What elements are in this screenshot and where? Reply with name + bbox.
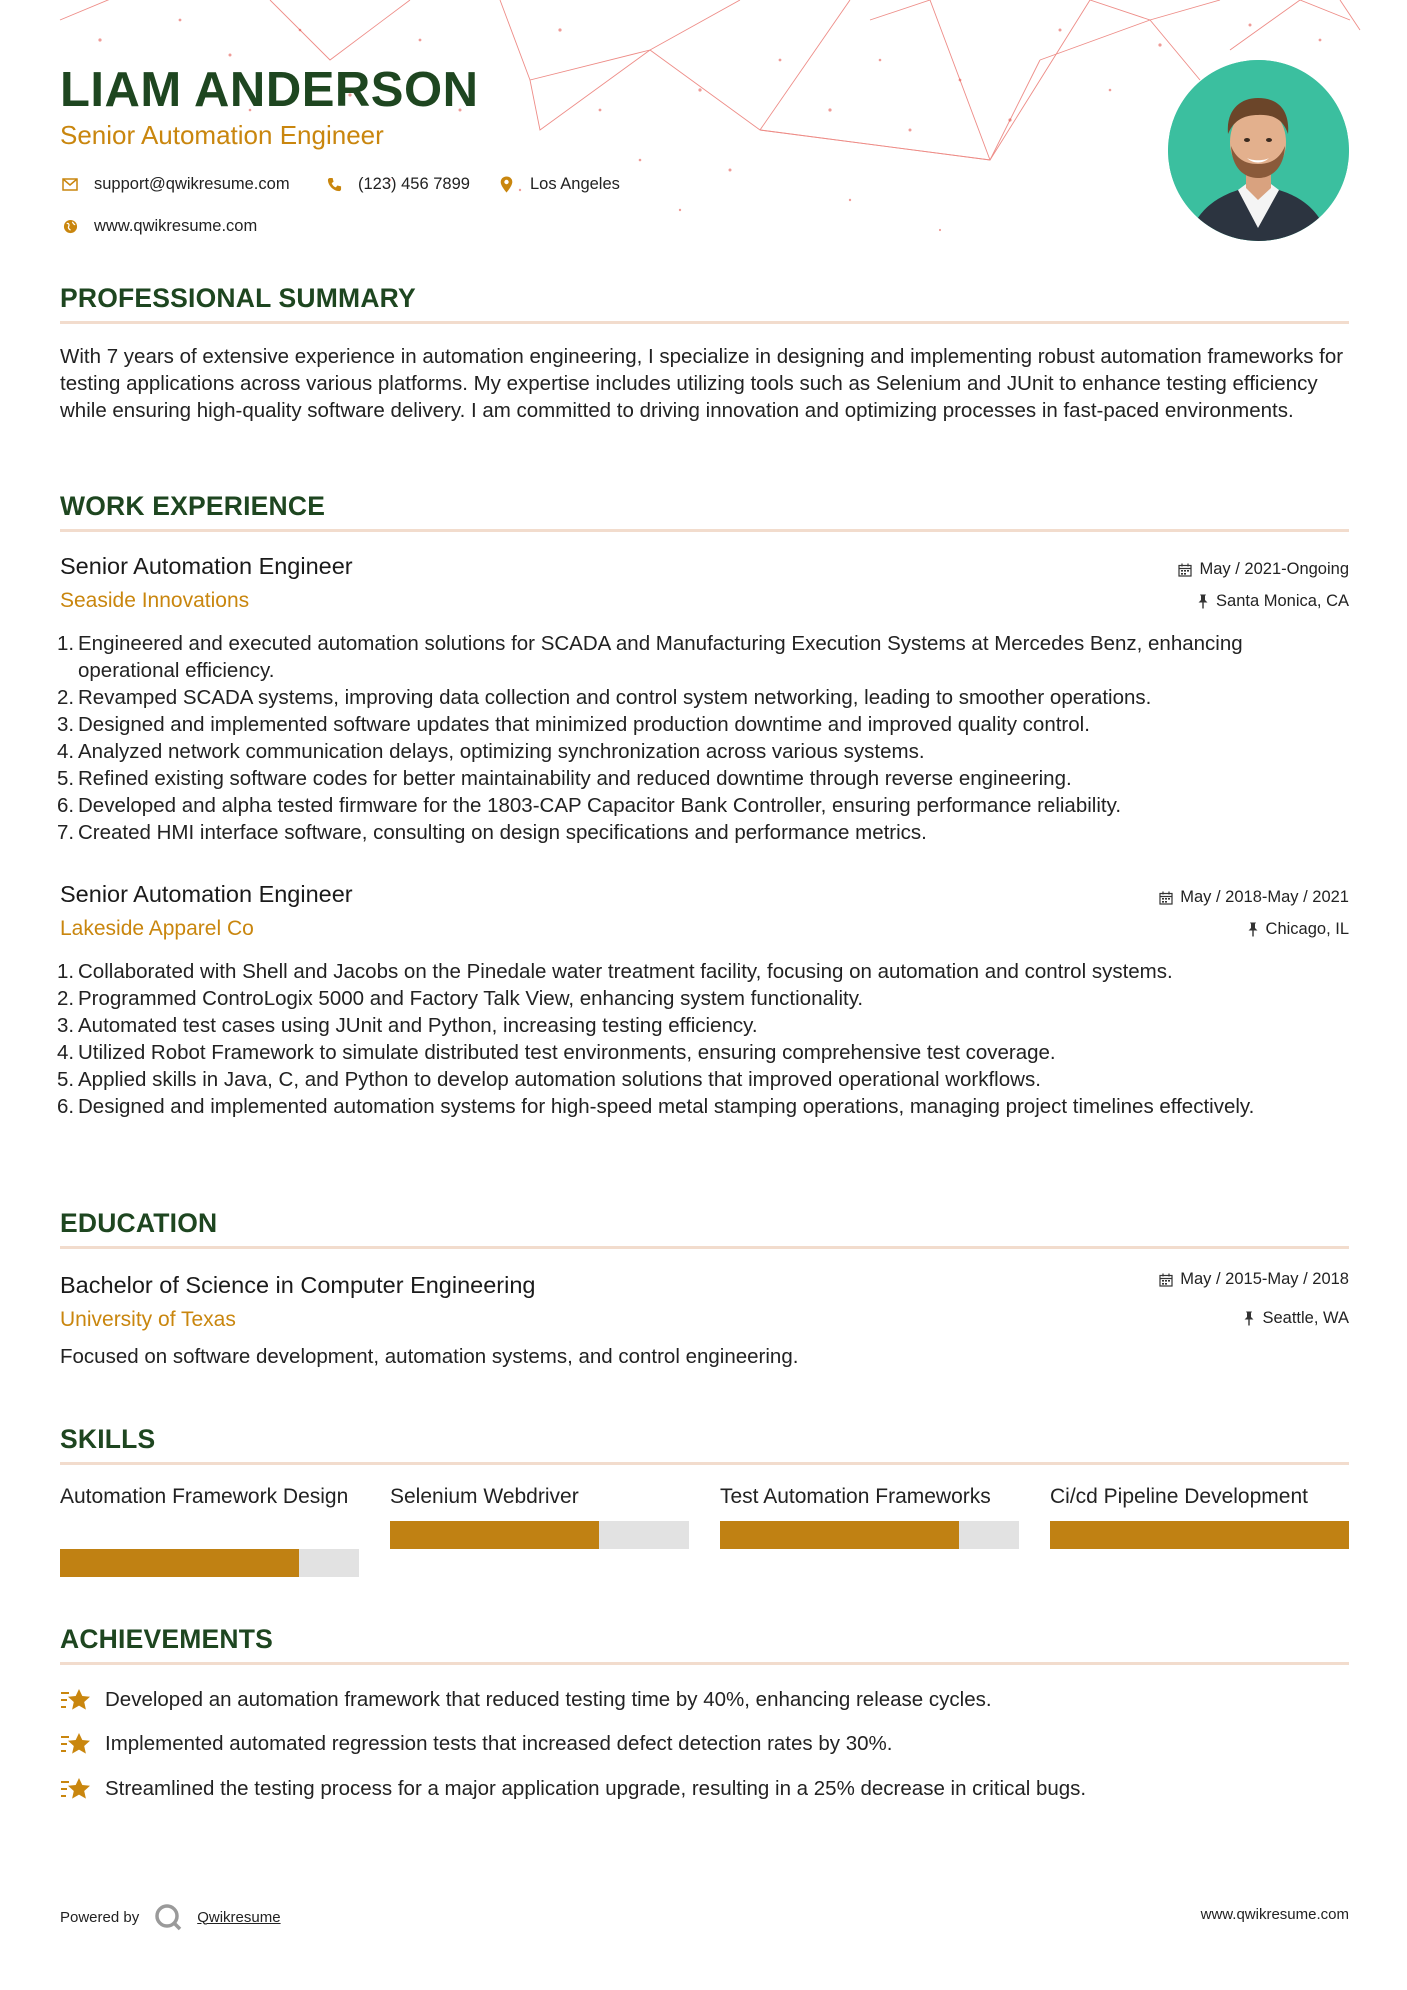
list-item: 3. Designed and implemented software updates that minimized production downtime and improved quality control.	[57, 713, 1090, 736]
skill-level-bar	[60, 1549, 359, 1577]
education-location-text: Seattle, WA	[1262, 1309, 1349, 1327]
profile-photo	[1168, 60, 1349, 241]
phone-text[interactable]: (123) 456 7899	[358, 174, 470, 193]
list-item: 1. Collaborated with Shell and Jacobs on the Pinedale water treatment facility, focusing on automation and control systems.	[57, 960, 1173, 983]
list-item: 3. Automated test cases using JUnit and Python, increasing testing efficiency.	[57, 1014, 758, 1037]
job-company: Lakeside Apparel Co	[60, 917, 254, 940]
summary-divider	[60, 321, 1349, 324]
education-heading: EDUCATION	[60, 1208, 218, 1238]
skill-level-fill	[1050, 1521, 1349, 1549]
list-item: 1. Engineered and executed automation solutions for SCADA and Manufacturing Execution Systems at Mercedes Benz, enhancing operational efficiency.	[57, 632, 1243, 682]
summary-text: With 7 years of extensive experience in automation engineering, I specialize in designing and implementing robust automation frameworks for testing applications across various platforms. My expertise includes utilizing tools such as Selenium and JUnit to enhance testing efficiency while ensuring high-quality software delivery. I am committed to driving innovation and optimizing processes in fast-paced environments.	[60, 345, 1344, 422]
skill-item	[720, 1483, 1019, 1579]
education-divider	[60, 1246, 1349, 1249]
phone-icon	[324, 174, 344, 194]
job-title: Senior Automation Engineer	[60, 881, 353, 907]
education-dates	[1159, 1270, 1349, 1289]
job-dates	[1178, 560, 1349, 579]
location-contact	[496, 174, 620, 194]
job-location	[1247, 920, 1349, 939]
achievement-text: Streamlined the testing process for a major application upgrade, resulting in a 25% decrease in critical bugs.	[105, 1777, 1087, 1800]
achievements-divider	[60, 1662, 1349, 1665]
list-item: 6. Designed and implemented automation systems for high-speed metal stamping operations, managing project timelines effectively.	[57, 1095, 1255, 1118]
skill-item	[390, 1483, 689, 1579]
job-title: Senior Automation Engineer	[60, 553, 353, 579]
skill-name: Selenium Webdriver	[390, 1485, 579, 1508]
education-location	[1243, 1309, 1349, 1328]
job-location-text: Chicago, IL	[1265, 920, 1349, 938]
calendar-icon	[1178, 563, 1192, 577]
job-dates	[1159, 888, 1349, 907]
list-item: 6. Developed and alpha tested firmware for the 1803-CAP Capacitor Bank Controller, ensuring performance reliability.	[57, 794, 1122, 817]
achievements-heading: ACHIEVEMENTS	[60, 1624, 273, 1654]
location-text: Los Angeles	[530, 174, 620, 193]
job-bullets	[57, 958, 1349, 1120]
list-item: 2. Programmed ControLogix 5000 and Factory Talk View, enhancing system functionality.	[57, 987, 864, 1010]
skill-name: Ci/cd Pipeline Development	[1050, 1485, 1308, 1508]
skill-name: Test Automation Frameworks	[720, 1485, 991, 1508]
job-location-text: Santa Monica, CA	[1216, 592, 1349, 610]
skill-level-bar	[720, 1521, 1019, 1549]
skill-level-fill	[390, 1521, 599, 1549]
star-achievement-icon	[60, 1684, 92, 1716]
pushpin-icon	[1243, 1311, 1255, 1326]
list-item: 5. Refined existing software codes for better maintainability and reduced downtime through reverse engineering.	[57, 767, 1072, 790]
achievement-item	[60, 1728, 892, 1760]
list-item: 4. Utilized Robot Framework to simulate distributed test environments, ensuring comprehensive test coverage.	[57, 1041, 1056, 1064]
education-dates-text: May / 2015-May / 2018	[1180, 1270, 1349, 1288]
map-pin-icon	[496, 174, 516, 194]
list-item: 2. Revamped SCADA systems, improving data collection and control system networking, leading to smoother operations.	[57, 686, 1152, 709]
achievement-item	[60, 1684, 992, 1716]
job-location	[1197, 592, 1349, 611]
job-company: Seaside Innovations	[60, 589, 250, 612]
achievement-text: Implemented automated regression tests that increased defect detection rates by 30%.	[105, 1732, 893, 1755]
envelope-icon	[60, 174, 80, 194]
school-name: University of Texas	[60, 1308, 236, 1331]
experience-divider	[60, 529, 1349, 532]
email-text[interactable]: support@qwikresume.com	[94, 174, 290, 193]
email-contact[interactable]	[60, 174, 290, 194]
job-dates-text: May / 2018-May / 2021	[1180, 888, 1349, 906]
summary-heading: PROFESSIONAL SUMMARY	[60, 283, 416, 313]
list-item: 7. Created HMI interface software, consulting on design specifications and performance metrics.	[57, 821, 927, 844]
calendar-icon	[1159, 891, 1173, 905]
skill-level-fill	[60, 1549, 299, 1577]
job-dates-text: May / 2021-Ongoing	[1199, 560, 1349, 578]
education-description: Focused on software development, automation systems, and control engineering.	[60, 1345, 799, 1368]
achievement-text: Developed an automation framework that reduced testing time by 40%, enhancing release cycles.	[105, 1688, 992, 1711]
skill-name: Automation Framework Design	[60, 1485, 349, 1508]
candidate-name: LIAM ANDERSON	[60, 63, 479, 117]
list-item: 5. Applied skills in Java, C, and Python to develop automation solutions that improved operational workflows.	[57, 1068, 1041, 1091]
candidate-role: Senior Automation Engineer	[60, 120, 384, 150]
skill-level-bar	[390, 1521, 689, 1549]
skills-divider	[60, 1462, 1349, 1465]
website-text[interactable]: www.qwikresume.com	[94, 216, 258, 235]
skill-item	[1050, 1483, 1349, 1579]
qwikresume-logo-icon	[153, 1902, 183, 1932]
star-achievement-icon	[60, 1773, 92, 1805]
skill-item	[60, 1483, 359, 1579]
footer-website-link[interactable]: www.qwikresume.com	[1200, 1906, 1349, 1923]
skills-heading: SKILLS	[60, 1424, 156, 1454]
achievement-item	[60, 1773, 1086, 1805]
qwikresume-link[interactable]: Qwikresume	[197, 1908, 281, 1926]
website-contact[interactable]	[60, 216, 257, 236]
experience-heading: WORK EXPERIENCE	[60, 491, 326, 521]
job-bullets	[57, 630, 1349, 846]
phone-contact[interactable]	[324, 174, 470, 194]
star-achievement-icon	[60, 1728, 92, 1760]
skill-level-fill	[720, 1521, 959, 1549]
degree-title: Bachelor of Science in Computer Engineering	[60, 1272, 536, 1298]
pushpin-icon	[1247, 922, 1259, 937]
skill-level-bar	[1050, 1521, 1349, 1549]
powered-by-label: Powered by	[60, 1908, 140, 1926]
list-item: 4. Analyzed network communication delays, optimizing synchronization across various systems.	[57, 740, 925, 763]
footer-powered-by	[60, 1902, 281, 1932]
globe-icon	[60, 216, 80, 236]
pushpin-icon	[1197, 594, 1209, 609]
calendar-icon	[1159, 1273, 1173, 1287]
